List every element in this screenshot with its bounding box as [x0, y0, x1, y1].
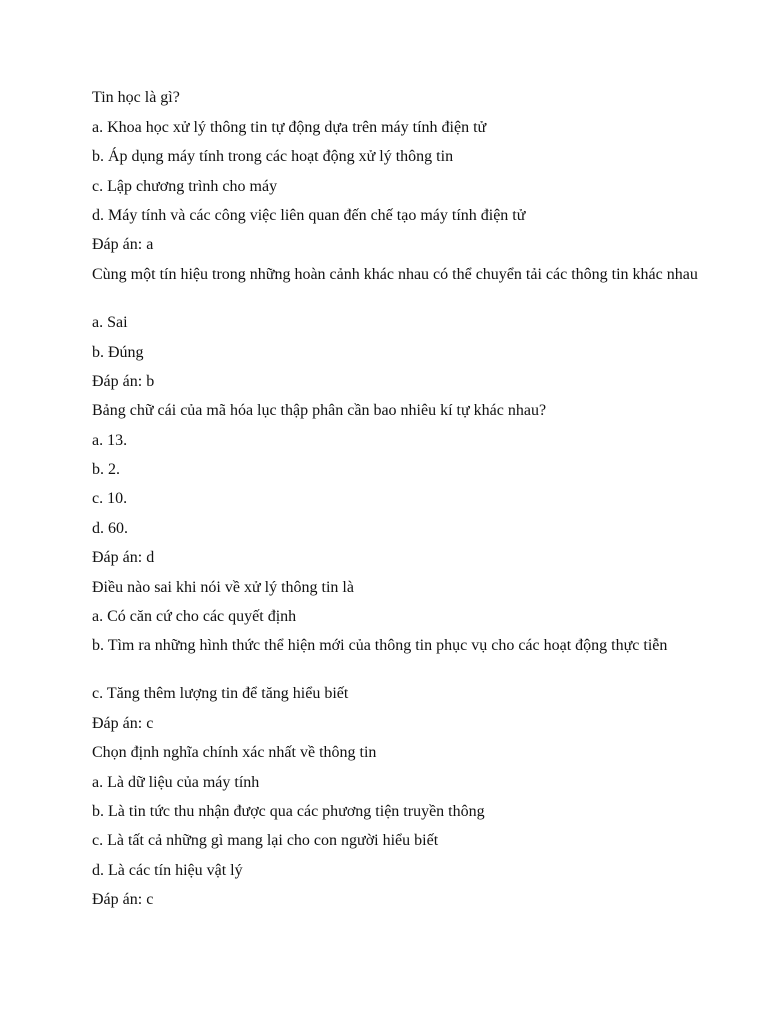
question-2-answer: Đáp án: b — [92, 373, 155, 390]
question-1-option-a: a. Khoa học xử lý thông tin tự động dựa trên máy tính điện tử — [92, 119, 487, 136]
question-2-option-b: b. Đúng — [92, 344, 144, 361]
question-3-option-d: d. 60. — [92, 520, 128, 537]
question-5: Chọn định nghĩa chính xác nhất về thông tin — [92, 744, 377, 761]
question-5-option-d: d. Là các tín hiệu vật lý — [92, 862, 243, 879]
question-5-option-a: a. Là dữ liệu của máy tính — [92, 774, 260, 791]
question-2: Cùng một tín hiệu trong những hoàn cảnh khác nhau có thể chuyển tải các thông tin khác nhau — [92, 266, 698, 283]
question-3-option-c: c. 10. — [92, 490, 128, 507]
question-2-option-a: a. Sai — [92, 314, 128, 331]
question-1-answer: Đáp án: a — [92, 236, 154, 253]
question-1-option-d: d. Máy tính và các công việc liên quan đến chế tạo máy tính điện tử — [92, 207, 526, 224]
question-4-option-b: b. Tìm ra những hình thức thể hiện mới của thông tin phục vụ cho các hoạt động thực tiễn — [92, 637, 668, 654]
question-3-answer: Đáp án: d — [92, 549, 155, 566]
question-4-option-c: c. Tăng thêm lượng tin để tăng hiểu biết — [92, 685, 349, 702]
question-5-option-c: c. Là tất cả những gì mang lại cho con người hiểu biết — [92, 832, 439, 849]
question-4: Điều nào sai khi nói về xử lý thông tin là — [92, 579, 354, 596]
question-3: Bảng chữ cái của mã hóa lục thập phân cần bao nhiêu kí tự khác nhau? — [92, 402, 547, 419]
question-3-option-a: a. 13. — [92, 432, 128, 449]
question-5-answer: Đáp án: c — [92, 891, 154, 908]
question-1-option-c: c. Lập chương trình cho máy — [92, 178, 278, 195]
question-1-option-b: b. Áp dụng máy tính trong các hoạt động xử lý thông tin — [92, 148, 454, 165]
question-4-option-a: a. Có căn cứ cho các quyết định — [92, 608, 297, 625]
question-3-option-b: b. 2. — [92, 461, 120, 478]
question-5-option-b: b. Là tin tức thu nhận được qua các phương tiện truyền thông — [92, 803, 485, 820]
question-4-answer: Đáp án: c — [92, 715, 154, 732]
question-1: Tin học là gì? — [92, 89, 180, 106]
